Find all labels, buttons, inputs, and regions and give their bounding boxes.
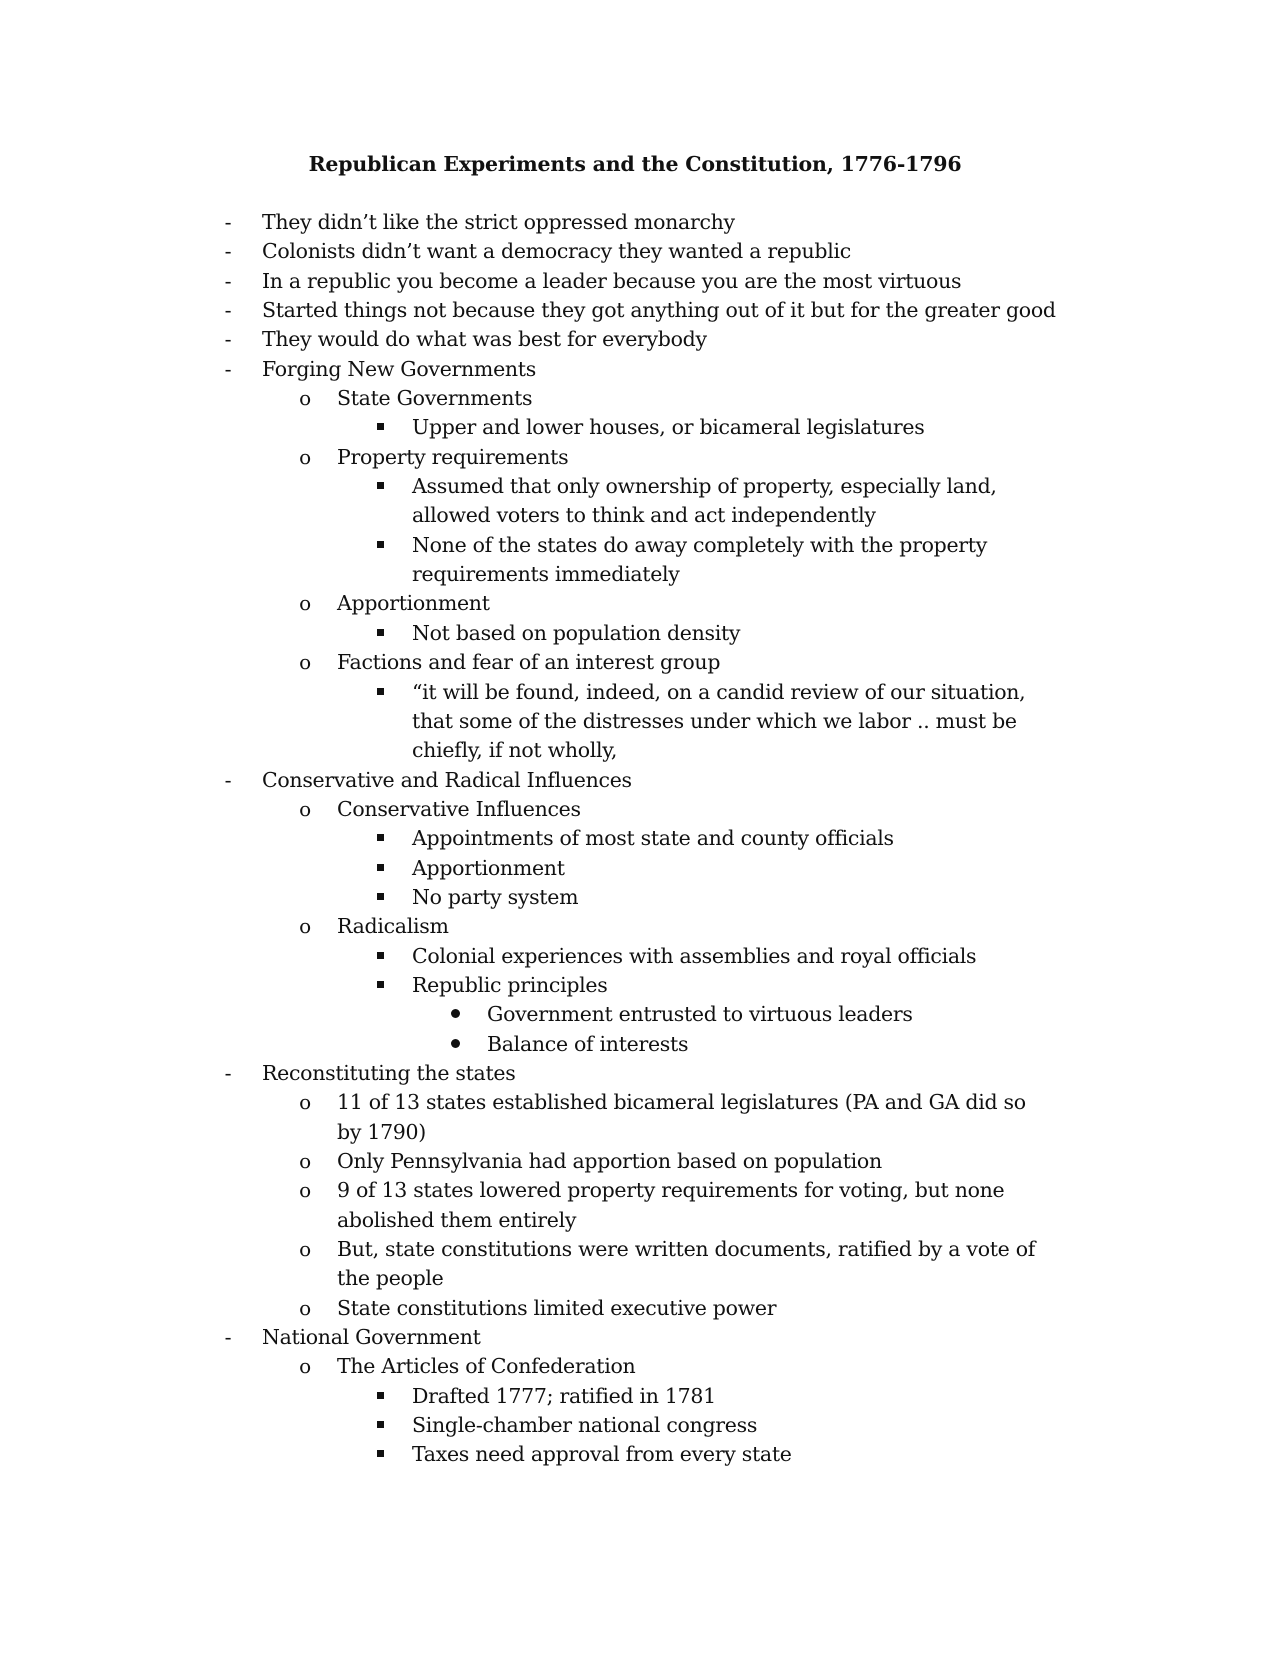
outline-item-level-3 <box>0 531 1280 560</box>
square-bullet <box>372 854 388 883</box>
outline-item-text: They would do what was best for everybody <box>262 327 707 352</box>
square-bullet <box>372 1382 388 1411</box>
outline-item-level-2 <box>0 1235 1280 1264</box>
outline-item-text: In a republic you become a leader because you are the most virtuous <box>262 268 962 293</box>
outline-item-text: allowed voters to think and act independently <box>412 503 876 528</box>
outline-item-level-2 <box>0 795 1280 824</box>
circle-bullet: o <box>299 914 311 939</box>
dash-bullet: - <box>224 1325 232 1350</box>
outline-item-text: that some of the distresses under which we labor .. must be <box>412 708 1017 733</box>
square-bullet <box>372 971 388 1000</box>
circle-bullet: o <box>299 1237 311 1262</box>
outline-item-text: Assumed that only ownership of property, especially land, <box>412 474 997 499</box>
outline-list <box>0 208 1280 1470</box>
outline-item-level-3 <box>0 1382 1280 1411</box>
outline-item-level-3 <box>0 619 1280 648</box>
outline-item-level-2 <box>0 1147 1280 1176</box>
outline-item-text: Conservative and Radical Influences <box>262 767 632 792</box>
outline-item-level-4 <box>0 1030 1280 1059</box>
outline-item-text: The Articles of Confederation <box>337 1354 636 1379</box>
outline-item-text: They didn’t like the strict oppressed monarchy <box>262 210 735 234</box>
dash-bullet: - <box>224 767 232 792</box>
outline-item-text: Colonists didn’t want a democracy they wanted a republic <box>262 239 851 264</box>
outline-item-level-2 <box>0 1352 1280 1381</box>
outline-item-level-2 <box>0 589 1280 618</box>
outline-item-text: Upper and lower houses, or bicameral legislatures <box>412 415 925 440</box>
outline-item-text: requirements immediately <box>412 562 680 587</box>
circle-bullet: o <box>299 1178 311 1203</box>
outline-item-level-3 <box>0 472 1280 501</box>
outline-item-text: Apportionment <box>412 855 565 880</box>
outline-item-text: Reconstituting the states <box>262 1060 516 1085</box>
outline-item-text: Not based on population density <box>412 620 741 645</box>
outline-item-text: Taxes need approval from every state <box>412 1442 792 1467</box>
outline-item-level-2 <box>0 1294 1280 1323</box>
outline-item-text: No party system <box>412 884 579 909</box>
outline-item-text: 11 of 13 states established bicameral legislatures (PA and GA did so <box>337 1090 1026 1115</box>
outline-item-level-3 <box>0 971 1280 1000</box>
outline-item-continuation <box>0 1264 1280 1293</box>
document-title: Republican Experiments and the Constitution, 1776-1796 <box>308 152 962 176</box>
outline-item-text: Drafted 1777; ratified in 1781 <box>412 1383 716 1408</box>
circle-bullet: o <box>299 591 311 616</box>
outline-item-text: State constitutions limited executive power <box>337 1295 777 1320</box>
outline-item-level-3 <box>0 824 1280 853</box>
dot-bullet <box>447 1000 463 1029</box>
circle-bullet: o <box>299 444 311 469</box>
square-bullet <box>372 1440 388 1469</box>
outline-item-text: Republic principles <box>412 972 608 997</box>
square-bullet <box>372 1411 388 1440</box>
outline-item-level-1 <box>0 296 1280 325</box>
dash-bullet: - <box>224 1060 232 1085</box>
square-bullet <box>372 678 388 707</box>
dash-bullet: - <box>224 298 232 323</box>
outline-item-text: by 1790) <box>337 1119 426 1144</box>
outline-item-text: Started things not because they got anything out of it but for the greater good <box>262 298 1056 323</box>
outline-item-continuation <box>0 501 1280 530</box>
outline-item-level-3 <box>0 1440 1280 1469</box>
outline-item-level-1 <box>0 1059 1280 1088</box>
square-bullet <box>372 531 388 560</box>
outline-item-text: 9 of 13 states lowered property requirements for voting, but none <box>337 1178 1005 1203</box>
outline-item-text: Single-chamber national congress <box>412 1413 758 1438</box>
outline-item-level-2 <box>0 384 1280 413</box>
outline-item-text: Appointments of most state and county officials <box>412 826 894 851</box>
outline-item-level-2 <box>0 912 1280 941</box>
outline-item-text: Factions and fear of an interest group <box>337 650 721 675</box>
outline-item-continuation <box>0 560 1280 589</box>
outline-item-text: Radicalism <box>337 914 449 939</box>
circle-bullet: o <box>299 1295 311 1320</box>
outline-item-continuation <box>0 1118 1280 1147</box>
square-bullet <box>372 883 388 912</box>
outline-item-text: “it will be found, indeed, on a candid review of our situation, <box>412 679 1026 704</box>
outline-item-text: Conservative Influences <box>337 796 581 821</box>
dash-bullet: - <box>224 327 232 352</box>
circle-bullet: o <box>299 650 311 675</box>
outline-item-level-2 <box>0 1176 1280 1205</box>
outline-item-text: But, state constitutions were written documents, ratified by a vote of <box>337 1237 1036 1262</box>
dash-bullet: - <box>224 356 232 381</box>
outline-item-text: Colonial experiences with assemblies and royal officials <box>412 943 977 968</box>
outline-item-text: Forging New Governments <box>262 356 536 381</box>
circle-bullet: o <box>299 386 311 411</box>
outline-item-level-3 <box>0 678 1280 707</box>
outline-item-text: abolished them entirely <box>337 1207 577 1232</box>
outline-item-level-3 <box>0 854 1280 883</box>
outline-item-text: Government entrusted to virtuous leaders <box>487 1002 913 1027</box>
circle-bullet: o <box>299 1149 311 1173</box>
square-bullet <box>372 824 388 853</box>
dash-bullet: - <box>224 268 232 293</box>
outline-item-level-3 <box>0 1411 1280 1440</box>
square-bullet <box>372 619 388 648</box>
outline-item-level-1 <box>0 325 1280 354</box>
outline-item-text: the people <box>337 1266 444 1291</box>
circle-bullet: o <box>299 1354 311 1379</box>
square-bullet <box>372 942 388 971</box>
outline-item-level-1 <box>0 1323 1280 1352</box>
outline-item-text: chiefly, if not wholly, <box>412 738 618 763</box>
outline-item-level-1 <box>0 766 1280 795</box>
dot-bullet <box>447 1030 463 1059</box>
outline-item-continuation <box>0 736 1280 765</box>
outline-item-text: None of the states do away completely with the property <box>412 532 988 557</box>
outline-item-level-1 <box>0 237 1280 266</box>
dash-bullet: - <box>224 239 232 264</box>
square-bullet <box>372 472 388 501</box>
outline-item-level-3 <box>0 942 1280 971</box>
circle-bullet: o <box>299 796 311 821</box>
outline-item-text: Balance of interests <box>487 1031 689 1056</box>
outline-item-text: Only Pennsylvania had apportion based on population <box>337 1149 882 1173</box>
outline-item-text: State Governments <box>337 386 533 411</box>
square-bullet <box>372 413 388 442</box>
circle-bullet: o <box>299 1090 311 1115</box>
outline-item-continuation <box>0 707 1280 736</box>
outline-item-text: Apportionment <box>337 591 490 616</box>
outline-item-level-3 <box>0 413 1280 442</box>
outline-item-level-3 <box>0 883 1280 912</box>
outline-item-continuation <box>0 1206 1280 1235</box>
outline-item-level-1 <box>0 267 1280 296</box>
outline-item-level-2 <box>0 648 1280 677</box>
dash-bullet: - <box>224 210 232 234</box>
outline-item-text: National Government <box>262 1325 481 1350</box>
outline-item-text: Property requirements <box>337 444 569 469</box>
outline-item-level-2 <box>0 443 1280 472</box>
outline-item-level-4 <box>0 1000 1280 1029</box>
outline-item-level-2 <box>0 1088 1280 1117</box>
outline-item-level-1 <box>0 355 1280 384</box>
outline-item-level-1 <box>0 208 1280 237</box>
